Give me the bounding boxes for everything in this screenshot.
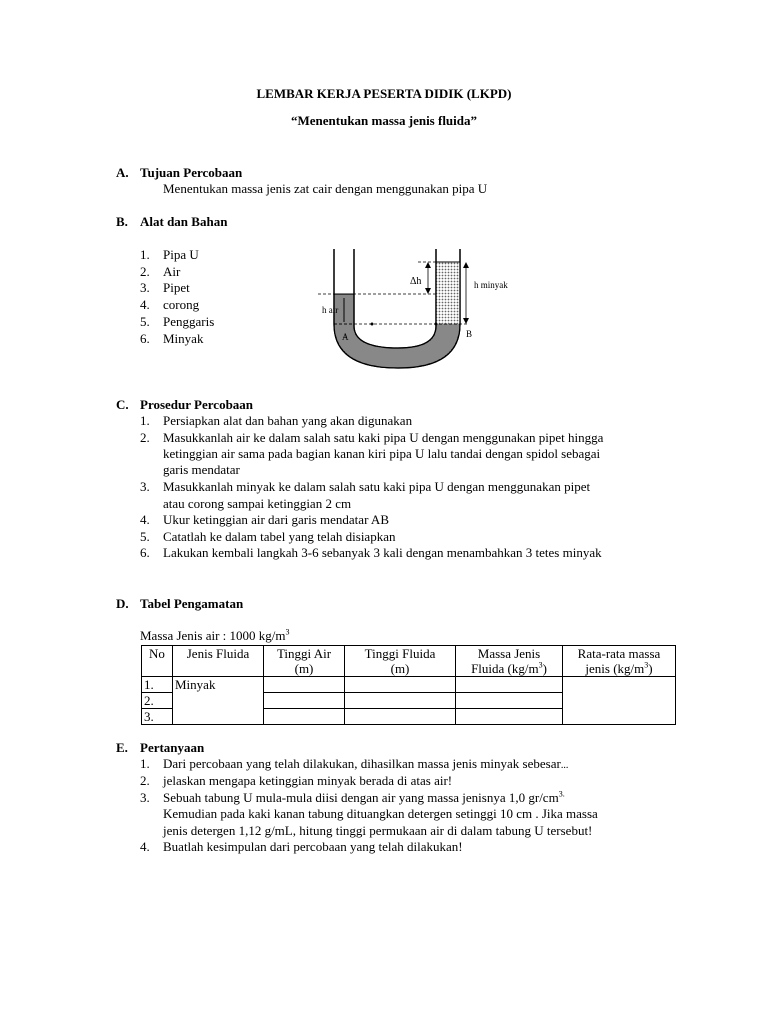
section-d-letter: D.: [116, 596, 129, 611]
water-height-cell[interactable]: [264, 709, 345, 725]
question-text: Kemudian pada kaki kanan tabung dituangkan detergen setinggi 10 cm . Jika massa: [163, 806, 598, 821]
col-average-density: Rata-rata massa jenis $(kg/m^3)$: [563, 646, 676, 677]
step-text: Masukkanlah air ke dalam salah satu kaki pipa U dengan menggunakan pipet hingga: [163, 430, 604, 445]
section-a-letter: A.: [116, 165, 129, 180]
step-text: atau corong sampai ketinggian 2 cm: [163, 496, 352, 511]
section-a-text: Menentukan massa jenis zat cair dengan menggunakan pipa U: [163, 181, 488, 196]
section-e-letter: E.: [116, 740, 128, 755]
col-fluid: Jenis Fluida: [173, 646, 264, 677]
step-number: 4.: [140, 512, 150, 527]
col-fluid-density: Massa Jenis Fluida $(kg/m^3)$: [456, 646, 563, 677]
list-item-number: 1.: [140, 247, 150, 262]
question-number: 4.: [140, 839, 150, 854]
document-title: LEMBAR KERJA PESERTA DIDIK (LKPD): [256, 86, 512, 101]
question-number: 1.: [140, 756, 150, 771]
col-no: No: [142, 646, 173, 677]
list-item: Air: [163, 264, 181, 279]
question-text: Dari percobaan yang telah dilakukan, dihasilkan massa jenis minyak sebesar...: [163, 756, 569, 771]
question-text: jenis detergen 1,12 g/mL, hitung tinggi permukaan air di dalam tabung U tersebut!: [163, 823, 593, 838]
observation-table: [141, 645, 676, 725]
row-number: 3.: [142, 709, 173, 725]
question-text: jelaskan mengapa ketinggian minyak berada di atas air!: [163, 773, 453, 788]
question-text: Buatlah kesimpulan dari percobaan yang telah dilakukan!: [163, 839, 463, 854]
list-item-number: 2.: [140, 264, 150, 279]
step-text: Catatlah ke dalam tabel yang telah disiapkan: [163, 529, 396, 544]
fluid-name-cell: Minyak: [173, 677, 264, 725]
u-tube-diagram: [318, 244, 538, 374]
table-row: [142, 677, 676, 693]
row-number: 1.: [142, 677, 173, 693]
label-point-b: B: [466, 329, 473, 339]
question-text: Sebuah tabung U mula-mula diisi dengan air yang massa jenisnya 1,0 $gr/cm^{3.}$: [163, 789, 565, 805]
fluid-height-cell[interactable]: [345, 693, 456, 709]
section-d-title: Tabel Pengamatan: [140, 596, 244, 611]
question-number: 3.: [140, 790, 150, 805]
fluid-density-cell[interactable]: [456, 693, 563, 709]
list-item: Pipa U: [163, 247, 199, 262]
water-height-cell[interactable]: [264, 693, 345, 709]
label-h-air: h air: [322, 305, 339, 315]
section-b-letter: B.: [116, 214, 128, 229]
label-delta-h: Δh: [410, 276, 422, 287]
question-number: 2.: [140, 773, 150, 788]
step-number: 1.: [140, 413, 150, 428]
step-number: 5.: [140, 529, 150, 544]
step-text: ketinggian air sama pada bagian kanan kiri pipa U lalu tandai dengan spidol sebagai: [163, 446, 601, 461]
step-number: 6.: [140, 545, 150, 560]
step-number: 3.: [140, 479, 150, 494]
list-item: corong: [163, 297, 200, 312]
section-c-title: Prosedur Percobaan: [140, 397, 254, 412]
list-item-number: 5.: [140, 314, 150, 329]
step-text: Masukkanlah minyak ke dalam salah satu kaki pipa U dengan menggunakan pipet: [163, 479, 591, 494]
document-subtitle: “Menentukan massa jenis fluida”: [291, 113, 477, 128]
average-density-cell[interactable]: [563, 677, 676, 725]
list-item: Minyak: [163, 331, 204, 346]
row-number: 2.: [142, 693, 173, 709]
list-item-number: 4.: [140, 297, 150, 312]
step-text: Ukur ketinggian air dari garis mendatar AB: [163, 512, 389, 527]
step-number: 2.: [140, 430, 150, 445]
section-a-title: Tujuan Percobaan: [140, 165, 243, 180]
section-e-title: Pertanyaan: [140, 740, 205, 755]
table-header-row: [142, 646, 676, 677]
step-text: Persiapkan alat dan bahan yang akan digunakan: [163, 413, 413, 428]
section-b-title: Alat dan Bahan: [140, 214, 228, 229]
section-c-letter: C.: [116, 397, 129, 412]
water-density-label: Massa Jenis air : 1000 $kg/m^3$: [140, 627, 290, 643]
label-point-a: A: [342, 332, 349, 342]
col-fluid-height: Tinggi Fluida (m): [345, 646, 456, 677]
step-text: garis mendatar: [163, 462, 240, 477]
col-water-height: Tinggi Air (m): [264, 646, 345, 677]
step-text: Lakukan kembali langkah 3-6 sebanyak 3 kali dengan menambahkan 3 tetes minyak: [163, 545, 602, 560]
label-h-minyak: h minyak: [474, 280, 508, 290]
list-item-number: 6.: [140, 331, 150, 346]
fluid-height-cell[interactable]: [345, 709, 456, 725]
fluid-density-cell[interactable]: [456, 709, 563, 725]
list-item: Penggaris: [163, 314, 215, 329]
water-height-cell[interactable]: [264, 677, 345, 693]
fluid-density-cell[interactable]: [456, 677, 563, 693]
fluid-height-cell[interactable]: [345, 677, 456, 693]
list-item-number: 3.: [140, 280, 150, 295]
list-item: Pipet: [163, 280, 190, 295]
